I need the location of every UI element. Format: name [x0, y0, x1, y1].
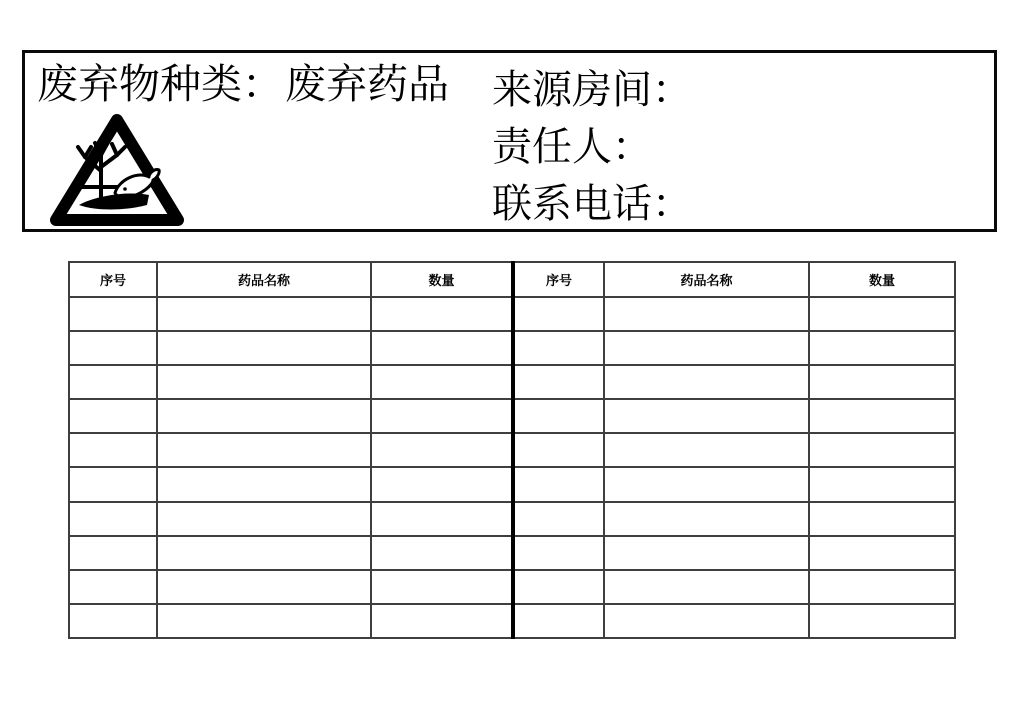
responsible-person-line [492, 118, 692, 175]
responsible-person-label: 责任人： [492, 124, 652, 169]
table-cell [69, 399, 157, 433]
table-cell [513, 297, 604, 331]
table-cell [371, 570, 513, 604]
table-cell [513, 502, 604, 536]
table-cell [157, 433, 371, 467]
contact-phone-label: 联系电话： [492, 181, 692, 226]
table-cell [513, 604, 604, 638]
column-header: 药品名称 [604, 262, 809, 297]
table-cell [69, 467, 157, 501]
column-header: 序号 [69, 262, 157, 297]
table-cell [513, 536, 604, 570]
table-cell [604, 467, 809, 501]
table-cell [604, 365, 809, 399]
table-cell [604, 570, 809, 604]
drug-table [68, 261, 956, 639]
table-cell [371, 365, 513, 399]
table-cell [604, 399, 809, 433]
table-cell [157, 297, 371, 331]
table-cell [371, 502, 513, 536]
table-cell [809, 331, 955, 365]
table-cell [157, 502, 371, 536]
table-cell [371, 399, 513, 433]
table-row [69, 399, 955, 433]
table-cell [157, 365, 371, 399]
table-cell [513, 433, 604, 467]
table-cell [513, 570, 604, 604]
table-cell [69, 297, 157, 331]
table-cell [69, 604, 157, 638]
table-cell [809, 467, 955, 501]
table-cell [371, 297, 513, 331]
table-cell [513, 467, 604, 501]
column-header: 药品名称 [157, 262, 371, 297]
table-row [69, 365, 955, 399]
table-cell [69, 365, 157, 399]
column-header: 数量 [371, 262, 513, 297]
table-cell [809, 570, 955, 604]
table-cell [69, 331, 157, 365]
waste-type-value: 废弃药品 [285, 61, 449, 107]
table-cell [513, 399, 604, 433]
source-room-line [492, 61, 692, 118]
table-cell [809, 604, 955, 638]
table-row [69, 570, 955, 604]
table-row [69, 331, 955, 365]
table-cell [69, 536, 157, 570]
table-cell [69, 502, 157, 536]
table-row [69, 433, 955, 467]
table-row [69, 467, 955, 501]
table-row [69, 502, 955, 536]
table-cell [513, 331, 604, 365]
table-row [69, 297, 955, 331]
table-cell [157, 570, 371, 604]
table-cell [157, 467, 371, 501]
table-cell [809, 536, 955, 570]
column-header: 序号 [513, 262, 604, 297]
table-cell [809, 399, 955, 433]
table-cell [809, 502, 955, 536]
table-cell [809, 297, 955, 331]
table-header-row [69, 262, 955, 297]
header-box [22, 50, 997, 232]
waste-type-line [37, 61, 449, 108]
header-info-column [492, 61, 692, 232]
table-cell [371, 604, 513, 638]
waste-type-label: 废弃物种类： [37, 61, 283, 107]
table-cell [371, 467, 513, 501]
table-cell [604, 331, 809, 365]
contact-phone-line [492, 175, 692, 232]
table-cell [157, 331, 371, 365]
table-cell [69, 570, 157, 604]
table-cell [157, 536, 371, 570]
table-cell [809, 433, 955, 467]
table-row [69, 536, 955, 570]
table-cell [371, 331, 513, 365]
table-cell [604, 536, 809, 570]
table-cell [604, 433, 809, 467]
environment-hazard-icon [45, 111, 189, 229]
table-cell [157, 399, 371, 433]
source-room-label: 来源房间： [492, 67, 692, 112]
table-cell [157, 604, 371, 638]
table-row [69, 604, 955, 638]
table-cell [809, 365, 955, 399]
table-cell [371, 433, 513, 467]
table-cell [513, 365, 604, 399]
column-header: 数量 [809, 262, 955, 297]
table-cell [604, 297, 809, 331]
table-cell [604, 502, 809, 536]
table-cell [69, 433, 157, 467]
table-cell [604, 604, 809, 638]
table-cell [371, 536, 513, 570]
